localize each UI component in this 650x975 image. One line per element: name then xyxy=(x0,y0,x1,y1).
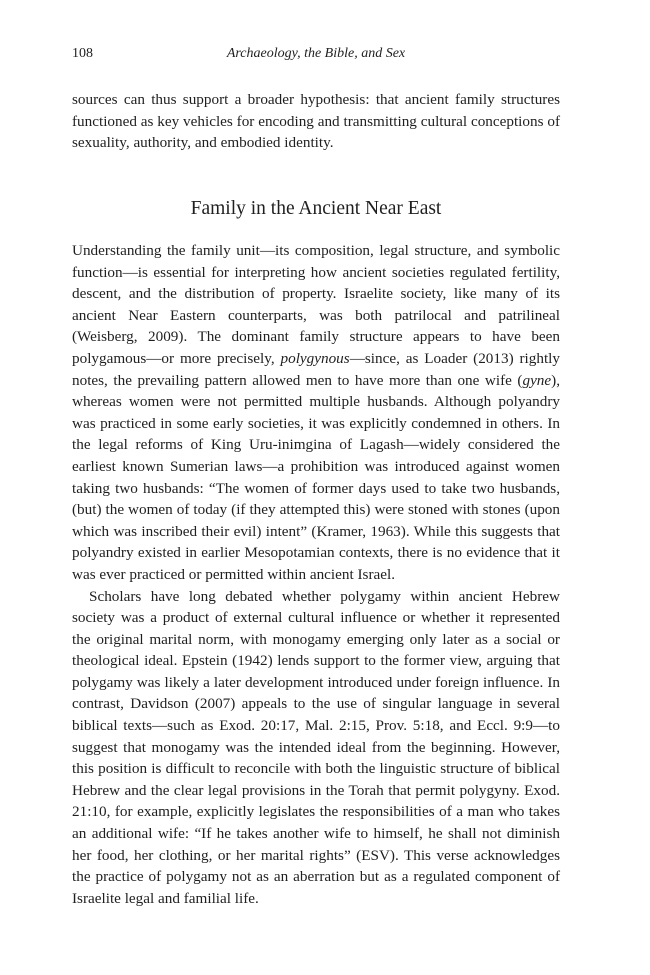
italic-term-polygynous: polygynous xyxy=(280,349,350,367)
italic-term-gyne: gyne xyxy=(522,371,552,389)
page-number: 108 xyxy=(72,46,93,61)
running-head xyxy=(72,46,560,66)
paragraph-family-structure xyxy=(72,240,560,586)
section-body xyxy=(72,240,560,909)
paragraph-1-text-b: —since, as Loader (2013) rightly notes, the prevailing pattern allowed men to have more than one wife ( xyxy=(72,349,560,389)
intro-text-block xyxy=(72,89,560,154)
section-heading: Family in the Ancient Near East xyxy=(190,198,442,219)
running-title: Archaeology, the Bible, and Sex xyxy=(226,46,406,61)
paragraph-1-text-c: ), whereas women were not permitted multiple husbands. Although polyandry was practiced in some early societies, it was explicitly condemned in others. In the legal reforms of King Uru-inimgina of Lagash—widely considered the earliest known Sumerian laws—a prohibition was introduced against women taking two husbands: “The women of former days used to take two husbands, (but) the women of today (if they attempted this) were stoned with stones (upon which was inscribed their evil) intent” (Kramer, 1963). While this suggests that polyandry existed in earlier Mesopotamian contexts, there is no evidence that it was ever practiced or permitted within ancient Israel. xyxy=(72,371,560,583)
paragraph-polygamy-debate: Scholars have long debated whether polygamy within ancient Hebrew society was a product of external cultural influence or whether it represented the original marital norm, with monogamy emerging only later as a social or theological ideal. Epstein (1942) lends support to the former view, arguing that polygamy was likely a later development introduced under foreign influence. In contrast, Davidson (2007) appeals to the use of singular language in several biblical texts—such as Exod. 20:17, Mal. 2:15, Prov. 5:18, and Eccl. 9:9—to suggest that monogamy was the intended ideal from the beginning. However, this position is difficult to reconcile with both the linguistic structure of biblical Hebrew and the clear legal provisions in the Torah that permit polygyny. Exod. 21:10, for example, explicitly legislates the responsibilities of a man who takes an additional wife: “If he takes another wife to himself, he shall not diminish her food, her clothing, or her marital rights” (ESV). This verse acknowledges the practice of polygamy not as an aberration but as a regulated component of Israelite legal and familial life. xyxy=(72,587,560,907)
paragraph-1-text-a: Understanding the family unit—its composition, legal structure, and symbolic function—is essential for interpreting how ancient societies regulated fertility, descent, and the distribution of property. Israelite society, like many of its ancient Near Eastern counterparts, was both patrilocal and patrilineal (Weisberg, 2009). The dominant family structure appears to have been polygamous—or more precisely, xyxy=(72,242,560,367)
intro-paragraph: sources can thus support a broader hypothesis: that ancient family structures functioned as key vehicles for encoding and transmitting cultural conceptions of sexuality, authority, and embodied identity. xyxy=(72,91,560,152)
